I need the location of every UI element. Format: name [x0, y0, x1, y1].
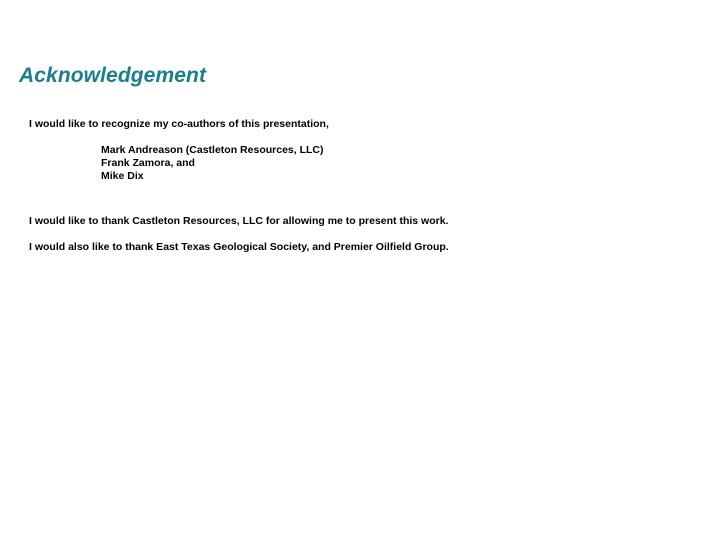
coauthor-list [101, 144, 324, 183]
coauthors-intro: I would like to recognize my co-authors of this presentation, [29, 118, 329, 130]
coauthor-item: Mike Dix [101, 170, 144, 182]
coauthor-item: Frank Zamora, and [101, 157, 195, 169]
thanks-castleton: I would like to thank Castleton Resources, LLC for allowing me to present this work. [29, 215, 449, 227]
slide-title: Acknowledgement [19, 64, 207, 87]
thanks-etgs-premier: I would also like to thank East Texas Geological Society, and Premier Oilfield Group. [29, 241, 449, 253]
coauthor-item: Mark Andreason (Castleton Resources, LLC) [101, 144, 324, 156]
